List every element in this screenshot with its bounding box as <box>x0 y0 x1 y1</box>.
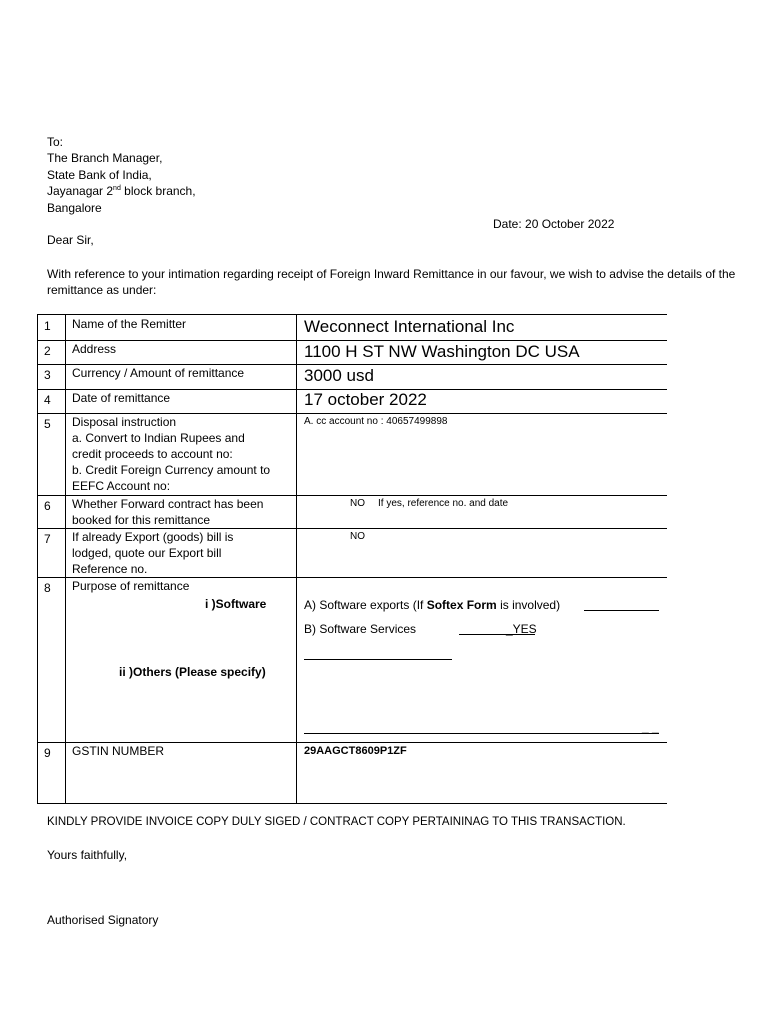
row-label <box>72 414 302 494</box>
gstin-value: 29AAGCT8609P1ZF <box>304 745 407 757</box>
row-number: 7 <box>44 532 51 546</box>
address-line-3: Jayanagar 2nd block branch, <box>47 184 196 198</box>
row-label: Date of remittance <box>72 391 171 405</box>
label-line: Whether Forward contract has been <box>72 497 264 511</box>
row-number: 9 <box>44 746 51 760</box>
row-label: Currency / Amount of remittance <box>72 366 245 380</box>
row-label: GSTIN NUMBER <box>72 744 165 758</box>
label-line: lodged, quote our Export bill <box>72 546 222 560</box>
blank-underline <box>304 659 452 660</box>
signatory: Authorised Signatory <box>47 913 159 927</box>
row-label: Address <box>72 342 117 356</box>
label-line: EEFC Account no: <box>72 479 171 493</box>
address-line-4: Bangalore <box>47 201 102 215</box>
row-label <box>72 529 302 577</box>
forward-contract-note: If yes, reference no. and date <box>378 498 509 509</box>
trailing-underscores: _ _ <box>642 720 659 734</box>
closing: Yours faithfully, <box>47 848 128 862</box>
label-line: Disposal instruction <box>72 415 177 429</box>
row-number: 6 <box>44 499 51 513</box>
row-number: 1 <box>44 319 51 333</box>
remitter-name-value: Weconnect International Inc <box>304 317 515 336</box>
currency-amount-value: 3000 usd <box>304 366 374 385</box>
address-to: To: <box>47 135 64 149</box>
blank-underline <box>304 733 659 734</box>
row-number: 4 <box>44 393 51 407</box>
label-line: booked for this remittance <box>72 513 211 527</box>
software-exports-option: A) Software exports (If Softex Form is involved) <box>304 598 561 612</box>
row-number: 2 <box>44 344 51 358</box>
row-number: 5 <box>44 417 51 431</box>
row-number: 3 <box>44 368 51 382</box>
address-value: 1100 H ST NW Washington DC USA <box>304 342 580 361</box>
software-services-option: B) Software Services <box>304 622 417 636</box>
row-label <box>72 496 302 528</box>
salutation: Dear Sir, <box>47 233 94 247</box>
address-line-2: State Bank of India, <box>47 168 152 182</box>
forward-contract-value: NO <box>350 498 365 509</box>
label-line: credit proceeds to account no: <box>72 447 233 461</box>
remittance-table <box>37 314 667 804</box>
software-services-value: _YES <box>506 622 537 636</box>
purpose-others: ii )Others (Please specify) <box>119 665 266 679</box>
label-line: Reference no. <box>72 562 148 576</box>
row-label: Purpose of remittance <box>72 579 190 593</box>
purpose-software: i )Software <box>205 597 267 611</box>
export-bill-value: NO <box>350 531 365 542</box>
row-label: Name of the Remitter <box>72 317 187 331</box>
label-line: b. Credit Foreign Currency amount to <box>72 463 271 477</box>
address-line-1: The Branch Manager, <box>47 151 163 165</box>
label-line: If already Export (goods) bill is <box>72 530 234 544</box>
row-number: 8 <box>44 581 51 595</box>
intro-paragraph: With reference to your intimation regarding receipt of Foreign Inward Remittance in our favour, we wish to advise the details of the remittance as under: <box>47 267 736 297</box>
invoice-notice: KINDLY PROVIDE INVOICE COPY DULY SIGED / CONTRACT COPY PERTAININAG TO THIS TRANSACTION. <box>47 816 626 828</box>
remittance-date-value: 17 october 2022 <box>304 390 427 409</box>
account-number-value: A. cc account no : 40657499898 <box>304 416 448 427</box>
blank-underline <box>584 610 659 611</box>
label-line: a. Convert to Indian Rupees and <box>72 431 245 445</box>
letter-date: Date: 20 October 2022 <box>493 217 615 231</box>
